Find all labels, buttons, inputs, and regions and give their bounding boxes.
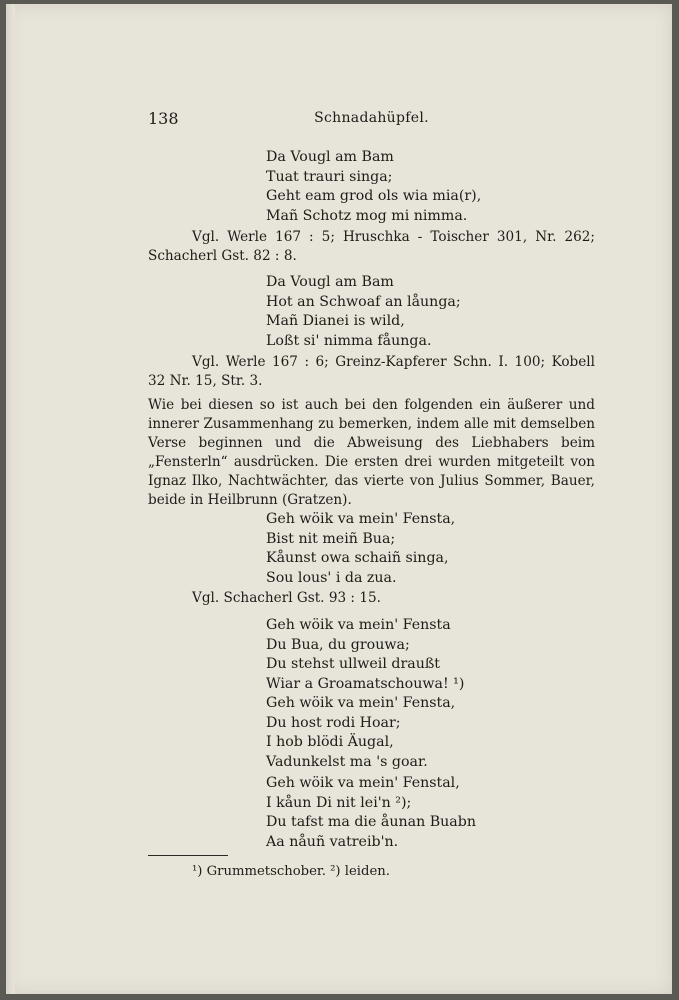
verse-line: Du Bua, du grouwa;	[266, 636, 410, 653]
verse-line: Mañ Schotz mog mi nimma.	[266, 207, 468, 224]
verse-line: Da Vougl am Bam	[266, 274, 394, 290]
footnote-divider	[148, 855, 228, 856]
reference-text: Vgl. Schacherl Gst. 93 : 15.	[192, 590, 381, 606]
running-title: Schnadahüpfel.	[314, 110, 429, 126]
verse-stanza-4	[266, 616, 464, 694]
verse-line: Bist nit meiñ Bua;	[266, 530, 396, 547]
verse-line: I kåun Di nit lei'n ²);	[266, 794, 412, 811]
verse-line: Kåunst owa schaiñ singa,	[266, 550, 449, 566]
reference-note-2	[148, 353, 595, 391]
verse-line: Aa nåuñ vatreib'n.	[266, 833, 399, 850]
verse-line: Geh wöik va mein' Fensta,	[266, 511, 456, 527]
body-paragraph	[148, 396, 595, 510]
verse-line: Vadunkelst ma 's goar.	[266, 753, 428, 770]
reference-note-3	[148, 589, 595, 608]
footnote: ¹) Grummetschober. ²) leiden.	[192, 864, 390, 879]
verse-line: Du host rodi Hoar;	[266, 714, 401, 731]
verse-line: Sou lous' i da zua.	[266, 569, 397, 586]
verse-line: Mañ Dianei is wild,	[266, 313, 405, 329]
verse-line: Geh wöik va mein' Fensta,	[266, 695, 456, 711]
verse-line: Du tafst ma die åunan Buabn	[266, 814, 476, 830]
paragraph-text: Wie bei diesen so ist auch bei den folgenden ein äußerer und innerer Zusammenhang zu bemerken, indem alle mit demselben Verse beginnen und die Abweisung des Liebhabers beim „Fensterln“ ausdrücken. Die ersten drei wurden mitgeteilt von Ignaz Ilko, Nachtwächter, das vierte von Julius Sommer, Bauer, beide in Heilbrunn (Gratzen).	[148, 397, 595, 508]
verse-line: Hot an Schwoaf an låunga;	[266, 293, 461, 310]
verse-line: Du stehst ullweil draußt	[266, 656, 441, 672]
verse-line: Wiar a Groamatschouwa! ¹)	[266, 675, 465, 692]
book-page	[6, 4, 672, 994]
verse-line: Geh wöik va mein' Fenstal,	[266, 775, 460, 791]
verse-line: I hob blödi Äugal,	[266, 734, 394, 750]
verse-line: Geht eam grod ols wia mia(r),	[266, 188, 482, 204]
verse-line: Tuat trauri singa;	[266, 168, 393, 185]
verse-stanza-6	[266, 774, 476, 852]
reference-text: Vgl. Werle 167 : 6; Greinz-Kapferer Schn. I. 100; Kobell 32 Nr. 15, Str. 3.	[148, 354, 595, 389]
verse-line: Da Vougl am Bam	[266, 149, 394, 165]
verse-line: Geh wöik va mein' Fensta	[266, 617, 451, 633]
reference-text: Vgl. Werle 167 : 5; Hruschka - Toischer 301, Nr. 262; Schacherl Gst. 82 : 8.	[148, 229, 595, 264]
running-header	[148, 109, 595, 131]
verse-stanza-2	[266, 273, 461, 351]
verse-stanza-3	[266, 510, 455, 588]
verse-stanza-5	[266, 694, 455, 772]
reference-note-1	[148, 228, 595, 266]
verse-line: Loßt si' nimma fåunga.	[266, 332, 432, 349]
page-number: 138	[148, 109, 179, 128]
verse-stanza-1	[266, 148, 481, 226]
